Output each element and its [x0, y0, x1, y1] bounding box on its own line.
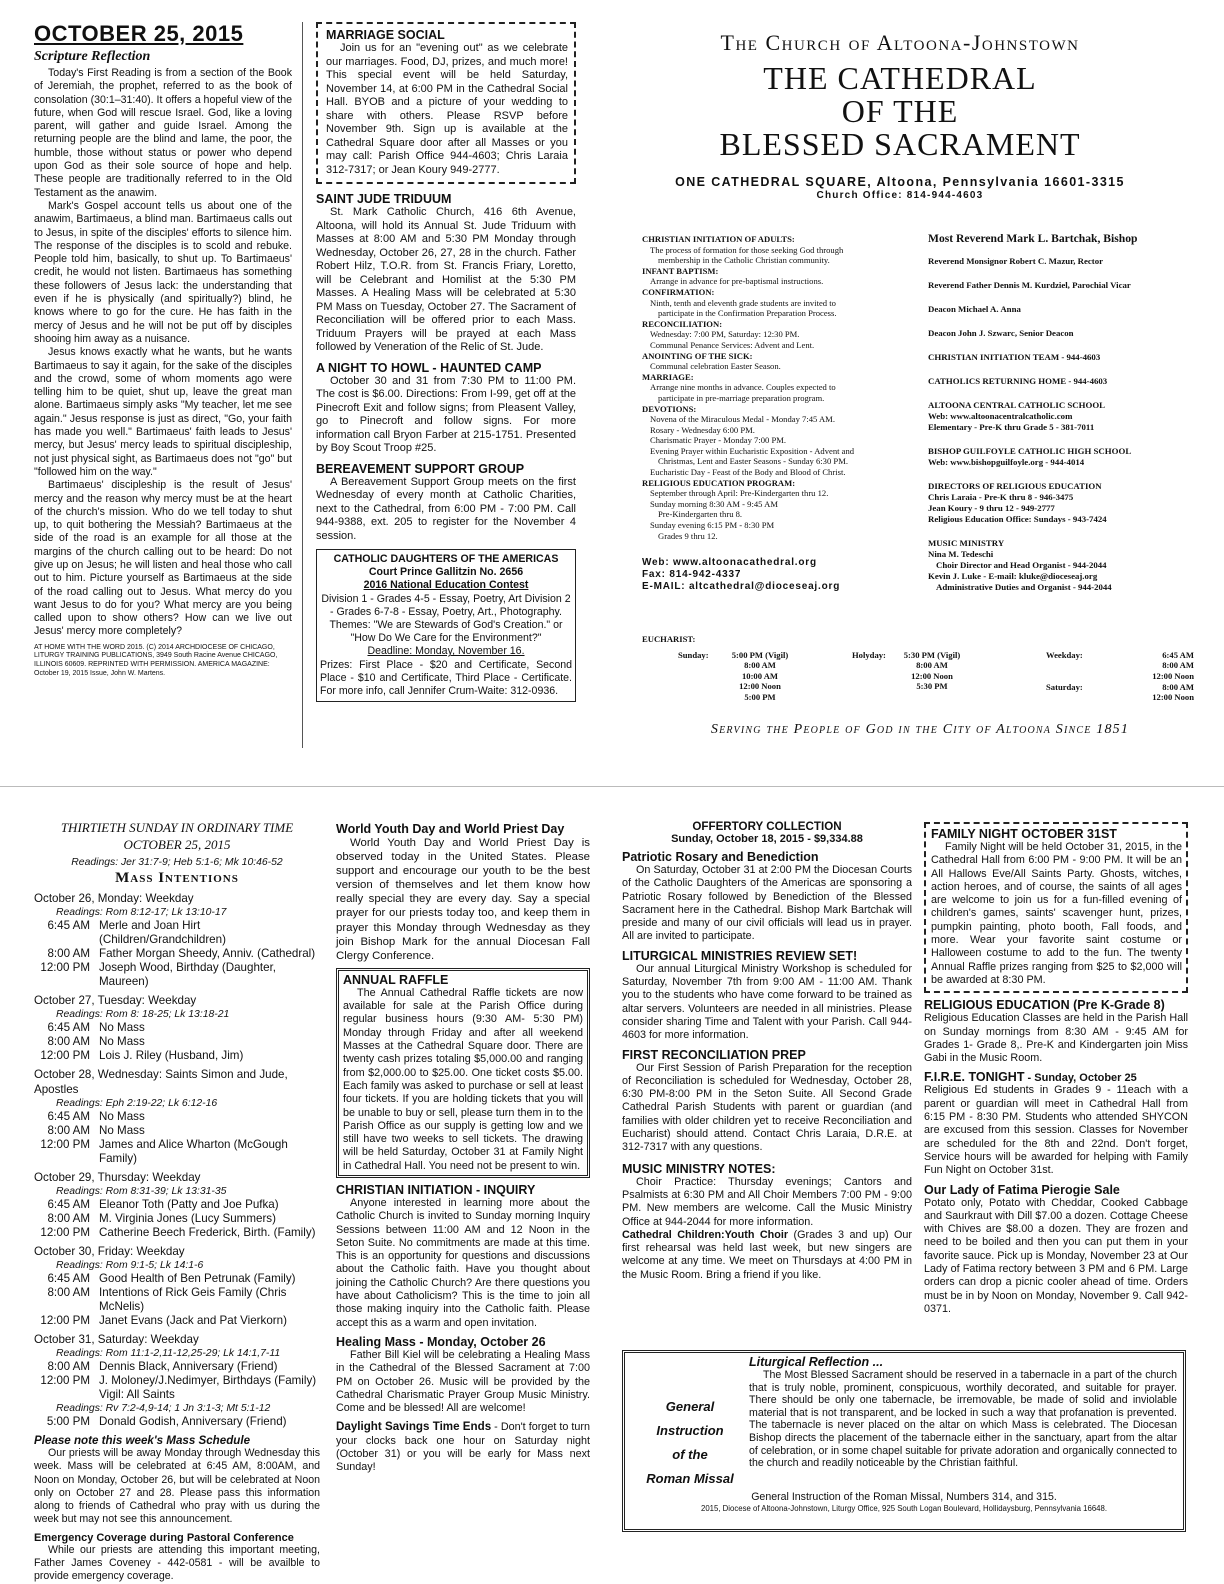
pierogie-body: Potato only, Potato with Cheddar, Cooked Cabbage and Saurkraut with Dill $7.00 a dozen. Cottage Cheese with Chives are $8.00 a dozen. They are frozen and need to be boiled and then you can put them in your favorite sauce. Pick up is Monday, November 23 at Our Lady of Fatima rectory between 3 PM and 6 PM. Large orders can drop a picnic cooler ahead of time. Orders must be in by Noon on Monday, November 9. Call 942-0371. [924, 1196, 1188, 1315]
dre-line: Chris Laraia - Pre-K thru 8 - 946-3475 [928, 492, 1074, 502]
issue-date: OCTOBER 25, 2015 [34, 21, 244, 46]
liturgical-reflection-box [622, 1350, 1186, 1532]
motto: Serving the People of God in the City of Altoona Since 1851 [710, 722, 1130, 737]
family-night-body: Family Night will be held October 31, 2015, in the Cathedral Hall from 6:00 PM - 9:00 PM. It will be an All Hallows Eve/All Saints Party. Ghosts, witches, action heroes, and of course, the saints of all ages are welcome to join us for a fun-filled evening of children's games, saints' scavenger hunt, prizes, pumpkin painting, photo booth, Fall foods, and more. Wear your favorite saint costume or Halloween costume to add to the fun. The twenty Annual Raffle prizes ranging from $25 to $2,000 will be awarded at 8:30 PM. [931, 841, 1182, 986]
wyd-title: World Youth Day and World Priest Day [336, 822, 565, 836]
mass-time: 12:00 PM [40, 1374, 90, 1387]
intention-row [34, 1198, 320, 1212]
school-line: Web: www.bishopguilfoyle.org - 944-4014 [928, 457, 1085, 467]
raffle-body: The Annual Cathedral Raffle tickets are now available for sale at the Parish Office during regular business hours (9:30 AM- 5:30 PM) Monday through Friday and after all weekend Masses at the Cathedral Square door. There are twenty cash prizes totaling $5,000.00 and ranging from $2,000.00 to $25.00. One ticket costs $5.00. Each family was asked to purchase or sell at least four tickets. If you are holding tickets that you will be unable to buy or sell, please turn them in to the Parish Office as our supply is getting low and we still have two weeks to sell tickets. The drawing will be held Saturday, October 31 at Family Night in Cathedral Hall. You need not be present to win. [343, 986, 583, 1172]
announcements-column-2 [336, 822, 590, 1475]
healing-mass-title: Healing Mass - Monday, October 26 [336, 1334, 546, 1349]
music-line: MUSIC MINISTRY [928, 538, 1005, 548]
intention-day: October 29, Thursday: Weekday [34, 1171, 201, 1184]
staff-line: Deacon John J. Szwarc, Senior Deacon [928, 328, 1074, 338]
directory-line: September through April: Pre-Kindergarten thru 12. [650, 488, 829, 499]
intention: No Mass [99, 1124, 145, 1137]
saint-jude-title: SAINT JUDE TRIDUUM [316, 192, 452, 206]
mass-time: 12:00 PM [40, 961, 90, 974]
mass-time: 12:00 PM [40, 1226, 90, 1239]
time: 12:00 Noon [1152, 692, 1194, 703]
dst-body: - Don't forget to turn your clocks back one hour on Saturday night (October 31) or you will be early for Mass next Sunday! [336, 1421, 590, 1474]
dre-line: Jean Koury - 9 thru 12 - 949-2777 [928, 503, 1055, 513]
liturgical-citation: General Instruction of the Roman Missal, Numbers 314, and 315. [751, 1491, 1057, 1503]
liturgical-reflection-body: The Most Blessed Sacrament should be reserved in a tabernacle in a part of the church that is truly noble, prominent, conspicuous, worthily decorated, and suitable for prayer. There should be only one tabernacle, be irremovable, be made of solid and inviolable material that is not transparent, and be locked in such a way that profanation is prevented. The tabernacle is never placed on the altar on which Mass is celebrated. The Diocesan Bishop directs the placement of the tabernacle either in the sanctuary, apart from the altar of celebration, or in some chapel suitable for private adoration and organically connected to the church and readily noticeable by the Christian faithful. [749, 1369, 1177, 1470]
directory-line: Grades 9 thru 12. [658, 530, 718, 541]
intention: Joseph Wood, Birthday (Daughter, Maureen) [99, 961, 277, 988]
dst-notice [336, 1420, 590, 1474]
inquiry-body: Anyone interested in learning more about the Catholic Church is invited to Sunday morning Inquiry Sessions between 11:00 AM and 12 Noon in the Seton Suite. No commitments are made at this time. This is an opportunity for questions and discussions about the Catholic faith. Have you thought about joining the Catholic Church? Are there questions you have about Catholicism? This is the time to join all those making inquiry into the Catholic faith. Please accept this as a warm and open invitation. [336, 1197, 590, 1329]
marriage-social-body: Join us for an "evening out" as we celebrate our marriages. Food, DJ, prizes, and much more! This special event will be held Saturday, November 14, at 6:00 PM in the Cathedral Social Hall. BYOB and a picture of your wedding to share with others. Please RSVP before November 9th. Sign up is available at the Cathedral Square door after all Masses or you may call: Parish Office 944-4603; Chris Laraia 312-7317; or Jean Koury 949-2777. [326, 42, 568, 176]
side-line: Roman Missal [646, 1471, 734, 1486]
haunted-camp-title: A NIGHT TO HOWL - HAUNTED CAMP [316, 360, 542, 375]
column-divider [302, 22, 303, 748]
sunday-readings: Readings: Jer 31:7-9; Heb 5:1-6; Mk 10:46-52 [71, 857, 283, 868]
intention-row [34, 1226, 320, 1240]
intention: Vigil: All Saints [99, 1388, 175, 1401]
mass-time: 6:45 AM [47, 1021, 90, 1034]
intention: Good Health of Ben Petrunak (Family) [99, 1272, 296, 1285]
catholic-daughters-box [316, 549, 576, 702]
rosary-body: On Saturday, October 31 at 2:00 PM the Diocesan Courts of the Catholic Daughters of the Americas are sponsoring a Patriotic Rosary followed by Benediction of the Blessed Sacrament here in the Cathedral. Bishop Mark Bartchak will preside and many of our civil officials will lead us in prayer. All are invited to participate. [622, 864, 912, 943]
address: ONE CATHEDRAL SQUARE, Altoona, Pennsylvania 16601-3315 [675, 175, 1125, 189]
raffle-box [336, 968, 590, 1178]
time: 12:00 Noon [1152, 670, 1194, 681]
rosary-title: Patriotic Rosary and Benediction [622, 850, 819, 864]
staff-line: CATHOLICS RETURNING HOME - 944-4603 [928, 376, 1108, 386]
diocese-name: The Church of Altoona-Johnstown [720, 30, 1080, 55]
title-line: THE CATHEDRAL [763, 60, 1037, 96]
saturday-times [1090, 682, 1194, 703]
mass-time: 12:00 PM [40, 1138, 90, 1151]
holyday-label: Holyday: [852, 649, 886, 660]
holyday-times [892, 650, 972, 692]
intention: No Mass [99, 1035, 145, 1048]
time: 5:00 PM (Vigil) [731, 649, 789, 660]
intention: No Mass [99, 1021, 145, 1034]
intention: Father Morgan Sheedy, Anniv. (Cathedral) [99, 947, 316, 960]
dst-title: Daylight Savings Time Ends [336, 1420, 492, 1434]
time: 8:00 AM [1162, 681, 1194, 692]
bishop-name: Most Reverend Mark L. Bartchak, Bishop [928, 232, 1138, 245]
directory-line: participate in pre-marriage preparation program. [658, 392, 825, 403]
cda-contest: 2016 National Education Contest [363, 579, 529, 592]
directory-line: The process of formation for those seeking God through [650, 244, 844, 255]
directory-line: Ninth, tenth and eleventh grade students are invited to [650, 297, 836, 308]
intention-day: October 27, Tuesday: Weekday [34, 994, 197, 1007]
sunday-label: Sunday: [678, 649, 709, 660]
directory-heading: MARRIAGE: [642, 371, 694, 382]
dre-line: DIRECTORS OF RELIGIOUS EDUCATION [928, 481, 1102, 491]
fire-title: F.I.R.E. TONIGHT [924, 1070, 1025, 1085]
directory-line: membership in the Catholic Christian community. [658, 255, 830, 266]
directory-line: Novena of the Miraculous Medal - Monday 7:45 AM. [650, 414, 835, 425]
pierogie-title: Our Lady of Fatima Pierogie Sale [924, 1182, 1120, 1197]
directory-line: Sunday evening 6:15 PM - 8:30 PM [650, 520, 775, 531]
lmr-title: LITURGICAL MINISTRIES REVIEW SET! [622, 948, 858, 963]
haunted-camp-body: October 30 and 31 from 7:30 PM to 11:00 PM. The cost is $6.00. Directions: From I-99, get off at the Pinecroft Exit and follow signs; from Pleasent Valley, go to Pinecroft and follow signs. For more information call Bryon Farber at 215-1751. Presented by Boy Scout Troop #25. [316, 374, 576, 454]
day-readings: Readings: Rom 8:12-17; Lk 13:10-17 [56, 907, 227, 918]
intention-row [34, 919, 320, 947]
intention: Catherine Beech Frederick, Birth. (Family) [99, 1226, 316, 1239]
intention: Merle and Joan Hirt (Children/Grandchildren) [99, 919, 226, 946]
directory-line: Sunday morning 8:30 AM - 9:45 AM [650, 498, 778, 509]
intention: Dennis Black, Anniversary (Friend) [99, 1360, 278, 1373]
day-readings: Readings: Rom 8:31-39; Lk 13:31-35 [56, 1186, 227, 1197]
time: 10:00 AM [741, 670, 779, 681]
reconciliation-prep-body: Our First Session of Parish Preparation for the reception of Reconciliation is scheduled for Wednesday, October 28, 6:30 PM-8:00 PM in the Seton Suite. All Second Grade Cathedral Parish Students with parent or guardian (and families with older children yet to receive Reconciliation and Eucharist) should attend. Contact Chris Laraia, D.R.E. at 312-7317 with any questions. [622, 1061, 912, 1154]
intention-day: October 30, Friday: Weekday [34, 1245, 185, 1258]
mass-time: 6:45 AM [47, 1198, 90, 1211]
music-notes-title: MUSIC MINISTRY NOTES: [622, 1161, 776, 1176]
music-line: Choir Director and Head Organist - 944-2044 [936, 560, 1107, 570]
family-night-title: FAMILY NIGHT OCTOBER 31ST [931, 827, 1117, 841]
mass-intentions-column [34, 820, 320, 1584]
title-line: OF THE [841, 93, 959, 129]
intention-row [34, 1415, 320, 1429]
inquiry-title: CHRISTIAN INITIATION - INQUIRY [336, 1183, 536, 1197]
directory-line: Arrange nine months in advance. Couples expected to [650, 382, 836, 393]
religious-ed-body: Religious Education Classes are held in the Parish Hall on Sunday mornings from 8:30 AM - 9:45 AM for Grades 1- Grade 8,. Pre-K and Kindergarten join Miss Gabi in the Music Room. [924, 1012, 1188, 1065]
mass-intentions-heading: Mass Intentions [115, 870, 239, 886]
intention-row [34, 1124, 320, 1138]
day-readings: Readings: Rom 9:1-5; Lk 14:1-6 [56, 1260, 204, 1271]
offertory-title: OFFERTORY COLLECTION [692, 820, 842, 833]
eucharist-label: EUCHARIST: [642, 634, 696, 644]
liturgical-credit: 2015, Diocese of Altoona-Johnstown, Liturgy Office, 925 South Logan Boulevard, Hollidaysburg, Pennsylvania 16648. [701, 1504, 1107, 1513]
liturgical-side-label [631, 1369, 749, 1491]
family-night-box [924, 822, 1188, 993]
bereavement-title: BEREAVEMENT SUPPORT GROUP [316, 461, 525, 476]
intention-row [34, 1212, 320, 1226]
intention-row [34, 1035, 320, 1049]
time: 5:30 PM (Vigil) [903, 649, 961, 660]
directory-heading: CONFIRMATION: [642, 286, 715, 297]
raffle-title: ANNUAL RAFFLE [343, 972, 449, 987]
time: 8:00 AM [744, 660, 776, 671]
youth-choir-note [622, 1229, 912, 1282]
staff-line: Deacon Michael A. Anna [928, 304, 1021, 314]
liturgical-reflection-title: Liturgical Reflection ... [749, 1355, 884, 1369]
vigil-readings: Readings: Rv 7:2-4,9-14; 1 Jn 3:1-3; Mt 5:1-12 [56, 1403, 271, 1414]
intention-row [34, 1110, 320, 1124]
saint-jude-body: St. Mark Catholic Church, 416 6th Avenue, Altoona, will hold its Annual St. Jude Triduum with Masses at 8:00 AM and 5:30 PM Monday through Wednesday, October 26, 27, 28 in the church. Father Robert Hilz, T.O.R. from St. Francis Friary, Loretto, will be Celebrant and Homilist at the 5:30 PM Masses. A Healing Mass will be celebrated at 5:30 PM Mass on Tuesday, October 27. The Sacrament of Reconciliation will be offered prior to each Mass. Triduum Prayers will be prayed at each Mass followed by Veneration of the Relic of St. Jude. [316, 206, 576, 353]
announcements-column-4 [924, 822, 1188, 1316]
saturday-label: Saturday: [1046, 681, 1083, 692]
fire-body: Religious Ed students in Grades 9 - 11each with a parent or guardian will meet in Cathedral Hall from 6:15 PM - 8:30 PM. Students who attended SHYCON are excused from this session. Classes for November are scheduled for the 8th and 22nd. Don't forget, Service hours will be awarded for helping with Family Fun Night on October 31st. [924, 1084, 1188, 1177]
staff-line: Reverend Father Dennis M. Kurdziel, Parochial Vicar [928, 280, 1131, 290]
liturgical-date: OCTOBER 25, 2015 [123, 837, 231, 852]
mass-time [34, 1388, 99, 1402]
intention: Eleanor Toth (Patty and Joe Pufka) [99, 1198, 279, 1211]
intention-row [34, 1272, 320, 1286]
intention: Intentions of Rick Geis Family (Chris McNelis) [99, 1286, 287, 1313]
side-line: General [665, 1399, 715, 1414]
mass-time: 12:00 PM [40, 1049, 90, 1062]
school-line: Web: www.altoonacentralcatholic.com [928, 411, 1073, 421]
reflection-credit: AT HOME WITH THE WORD 2015. (C) 2014 ARCHDIOCESE OF CHICAGO, LITURGY TRAINING PUBLICATIONS, 3949 South Racine Avenue CHICAGO, ILLINOIS 60609. REPRINTED WITH PERMISSION. AMERICA MAGAZINE: October 19, 2015 Issue, John W. Martens. [34, 643, 278, 677]
fax-number: Fax: 814-942-4337 [642, 569, 742, 581]
intention-row [34, 1138, 320, 1166]
wyd-body: World Youth Day and World Priest Day is observed today in the United States. Please support and encourage our youth to be the best version of themselves and let them know how really special they are every day. Say a special prayer for our priests today too, and keep them in prayer this Monday through Wednesday as they join Bishop Mark for the annual Diocesan Fall Clergy Conference. [336, 837, 590, 962]
intention: James and Alice Wharton (McGough Family) [99, 1138, 288, 1165]
directory-heading: DEVOTIONS: [642, 403, 697, 414]
directory-line: Evening Prayer within Eucharistic Exposition - Advent and [650, 445, 855, 456]
cda-deadline: Deadline: Monday, November 16. [367, 645, 525, 658]
time: 12:00 Noon [739, 681, 781, 692]
section-title: Scripture Reflection [34, 49, 151, 64]
marriage-social-box [316, 22, 576, 184]
directory-line: Communal celebration Easter Season. [650, 361, 781, 372]
music-line: Kevin J. Luke - E-mail: kluke@dioceseaj.org [928, 571, 1098, 581]
school-line: Elementary - Pre-K thru Grade 5 - 381-7011 [928, 422, 1095, 432]
directory-line: Communal Penance Services: Advent and Lent. [650, 339, 815, 350]
music-line: Administrative Duties and Organist - 944-2044 [936, 582, 1112, 592]
youth-choir-label: Cathedral Children:Youth Choir [622, 1228, 789, 1241]
mass-time: 8:00 AM [47, 1360, 90, 1373]
bereavement-body: A Bereavement Support Group meets on the first Wednesday of every month at Catholic Charities, next to the Cathedral, from 6:00 PM - 7:00 PM. Call 944-9388, ext. 205 to register for the November 4 session. [316, 475, 576, 542]
mass-time: 8:00 AM [47, 1212, 90, 1225]
mass-time: 8:00 AM [47, 1286, 90, 1299]
reflection-paragraph: Today's First Reading is from a section of the Book of Jeremiah, the prophet, referred to as the book of consolation (30:1–31:40). It offers a hopeful view of the future, when God will rescue Israel. God, like a loving parent, will gather and guide Israel. Among the returning people are the blind and lame, the poor, the humble, those without status or power who depend upon God as their sole source of hope and help. These people are traditionally referred to in the Old Testament as the anawim. [34, 67, 292, 199]
offertory-amount: Sunday, October 18, 2015 - $9,334.88 [671, 833, 863, 845]
mass-time: 6:45 AM [47, 919, 90, 932]
dre-line: Religious Education Office: Sundays - 943-7424 [928, 514, 1107, 524]
weekday-label: Weekday: [1046, 649, 1083, 660]
day-readings: Readings: Eph 2:19-22; Lk 6:12-16 [56, 1098, 218, 1109]
sacraments-directory [642, 234, 917, 593]
cda-body: Division 1 - Grades 4-5 - Essay, Poetry, Art Division 2 - Grades 6-7-8 - Essay, Poetry, Art., Photography. Themes: "We are Stewards of God's Creation." or "How Do We Care for the Environment?" [321, 592, 571, 645]
emergency-title: Emergency Coverage during Pastoral Conference [34, 1531, 294, 1544]
directory-line: Rosary - Wednesday 6:00 PM. [650, 424, 755, 435]
staff-line: Reverend Monsignor Robert C. Mazur, Rector [928, 256, 1104, 266]
day-readings: Readings: Rom 8: 18-25; Lk 13:18-21 [56, 1009, 230, 1020]
liturgical-day: THIRTIETH SUNDAY IN ORDINARY TIME [60, 820, 294, 835]
healing-mass-body: Father Bill Kiel will be celebrating a Healing Mass in the Cathedral of the Blessed Sacrament at 7:00 PM on October 26. Music will be provided by the Cathedral Charismatic Prayer Group Music Ministry. Come and be blessed! All are welcome! [336, 1348, 590, 1415]
email-address: E-MAIL: altcathedral@dioceseaj.org [642, 581, 841, 593]
reflection-paragraph: Jesus knows exactly what he wants, but he wants Bartimaeus to say it again, for the sake of the disciples and the crowd, some of whom moments ago were telling him to be quiet, shut up, leave the great man alone. Bartimaeus simply asks "My teacher, let me see again." Jesus response is just as direct, "Go, your faith has made you well." Bartimaeus' faith leads to Jesus' mercy, but Jesus' mercy leads to spiritual discipleship, not just physical sight, as Bartimaeus does not "go" but "followed him on the way." [34, 346, 292, 478]
emergency-body: While our priests are attending this important meeting, Father James Coveney - 442-0581 - will be availble to provide emergency coverage. [34, 1543, 320, 1583]
time: 8:00 AM [1162, 660, 1194, 671]
mass-time: 8:00 AM [47, 1124, 90, 1137]
directory-line: Christmas, Lent and Easter Seasons - Sunday 6:30 PM. [658, 456, 848, 467]
intention-row [34, 1388, 320, 1402]
day-readings: Readings: Rom 11:1-2,11-12,25-29; Lk 14:1,7-11 [56, 1348, 281, 1359]
staff-line: CHRISTIAN INITIATION TEAM - 944-4603 [928, 352, 1101, 362]
time: 6:45 AM [1162, 649, 1194, 660]
intention-row [34, 1314, 320, 1328]
directory-heading: RECONCILIATION: [642, 318, 723, 329]
time: 5:30 PM [916, 681, 948, 692]
schedule-note-body: Our priests will be away Monday through Wednesday this week. Mass will be celebrated at 6:45 AM, 8:00AM, and Noon on Monday, October 26, but will be celebrated at Noon only on October 27 and 28. Please pass this information along to friends of Cathedral who pray with us during the week but may not see this announcement. [34, 1447, 320, 1526]
school-line: BISHOP GUILFOYLE CATHOLIC HIGH SCHOOL [928, 446, 1132, 456]
reflection-paragraph: Mark's Gospel account tells us about one of the anawim, Bartimaeus, a blind man. Bartimaeus calls out to Jesus, in spite of the disciples' efforts to silence him. The response of the disciples is to scold and rebuke. People told him, basically, to shut up. To Bartimaeus' credit, he would not listen. Bartimaeus has something these followers of Jesus lack: the understanding that even if he is physically (and spiritually?) blind, he knows where to go for the cure. He has faith in the mercy of Jesus and he will not be put off by disciples shooing him away as a nuisance. [34, 199, 292, 345]
intention: Janet Evans (Jack and Pat Vierkorn) [99, 1314, 287, 1327]
page-divider [0, 786, 1224, 787]
intention-row [34, 947, 320, 961]
reflection-paragraph: Bartimaeus' discipleship is the result of Jesus' mercy and the reason why mercy must be at the heart of the church's mission. Who do we tell today to shut up, to quit bothering the Messiah? Bartimaeus at the side of the road is an example for all those at the margins of the church calling out to be heard: Do not give up on Jesus; he will listen and heal those who call out to him. Picture yourself as Bartimaeus at the side of the road calling out to Jesus. What mercy do you want Jesus to do for you? What mercy are you being called upon to show others? How can we live out Jesus' mercy more completely? [34, 479, 292, 638]
religious-ed-title: RELIGIOUS EDUCATION (Pre K-Grade 8) [924, 998, 1165, 1013]
marriage-social-title: MARRIAGE SOCIAL [326, 28, 445, 42]
directory-heading: CHRISTIAN INITIATION OF ADULTS: [642, 234, 795, 244]
fire-date: - Sunday, October 25 [1024, 1072, 1137, 1085]
intention-row [34, 961, 320, 989]
intention-day: October 28, Wednesday: Saints Simon and Jude, Apostles [34, 1068, 288, 1096]
mass-time: 8:00 AM [47, 1035, 90, 1048]
intention-day: October 31, Saturday: Weekday [34, 1333, 199, 1346]
intention: M. Virginia Jones (Lucy Summers) [99, 1212, 276, 1225]
lmr-body: Our annual Liturgical Ministry Workshop is scheduled for Saturday, November 7th from 9:00 AM - 11:00 AM. Thank you to the students who have come forward to be trained as altar servers. Volunteers are needed in all ministries. Please consider sharing Time and Talent with your Parish. Call 944-4603 for more information. [622, 962, 912, 1042]
music-line: Nina M. Tedeschi [928, 549, 994, 559]
intention-row [34, 1360, 320, 1374]
intention-day: October 26, Monday: Weekday [34, 892, 194, 905]
reconciliation-prep-title: FIRST RECONCILIATION PREP [622, 1047, 806, 1062]
music-notes-body: Choir Practice: Thursday evenings; Cantors and Psalmists at 6:30 PM and All Choir Members 7:00 PM - 9:00 PM. New members are welcome. Call the Music Ministry Office at 944-2044 for more information. [622, 1175, 912, 1228]
directory-line: Charismatic Prayer - Monday 7:00 PM. [650, 435, 787, 446]
directory-line: Eucharistic Day - Feast of the Body and Blood of Christ. [650, 467, 846, 478]
time: 8:00 AM [916, 660, 948, 671]
intention: Donald Godish, Anniversary (Friend) [99, 1415, 287, 1428]
youth-choir-body: (Grades 3 and up) Our first rehearsal was held last week, but new singers are welcome at any time. We meet on Thursdays at 4:00 PM in the Music Room. Bring a friend if you like. [622, 1228, 912, 1281]
masthead [600, 30, 1200, 201]
directory-line: Arrange in advance for pre-baptismal instructions. [650, 276, 824, 287]
staff-directory [928, 232, 1198, 593]
time: 12:00 Noon [911, 670, 953, 681]
fire-heading [924, 1070, 1188, 1084]
school-line: ALTOONA CENTRAL CATHOLIC SCHOOL [928, 400, 1106, 410]
directory-line: Wednesday: 7:00 PM, Saturday: 12:30 PM. [650, 329, 800, 340]
mass-time: 12:00 PM [40, 1314, 90, 1327]
schedule-note-title: Please note this week's Mass Schedule [34, 1434, 251, 1447]
cda-prizes: Prizes: First Place - $20 and Certificate, Second Place - $10 and Certificate, Third Place - Certificate. For more info, call Jennifer Crum-Waite: 312-0936. [320, 658, 572, 698]
scripture-column [34, 22, 292, 678]
intention-row [34, 1286, 320, 1314]
intention-row [34, 1021, 320, 1035]
sunday-times [720, 650, 800, 703]
intention: Lois J. Riley (Husband, Jim) [99, 1049, 244, 1062]
directory-heading: ANOINTING OF THE SICK: [642, 350, 753, 361]
title-line: BLESSED SACRAMENT [719, 126, 1081, 162]
side-line: Instruction [656, 1423, 724, 1438]
intention: No Mass [99, 1110, 145, 1123]
intention: J. Moloney/J.Nedimyer, Birthdays (Family) [99, 1374, 317, 1387]
time: 5:00 PM [744, 691, 776, 702]
side-line: of the [672, 1447, 708, 1462]
intention-row [34, 1049, 320, 1063]
eucharist-schedule [642, 634, 1198, 718]
intention-row [34, 1374, 320, 1388]
announcements-column-3 [622, 820, 912, 1282]
mass-time: 6:45 AM [47, 1110, 90, 1123]
directory-line: Pre-Kindergarten thru 8. [658, 509, 743, 520]
cda-court: Court Prince Gallitzin No. 2656 [368, 566, 524, 579]
office-phone: Church Office: 814-944-4603 [816, 190, 984, 201]
directory-line: participate in the Confirmation Preparation Process. [658, 308, 837, 319]
web-address: Web: www.altoonacathedral.org [642, 557, 817, 569]
cathedral-title [600, 62, 1200, 161]
directory-heading: RELIGIOUS EDUCATION PROGRAM: [642, 477, 796, 488]
mass-time: 6:45 AM [47, 1272, 90, 1285]
directory-heading: INFANT BAPTISM: [642, 265, 719, 276]
events-column [316, 22, 576, 702]
cda-title: CATHOLIC DAUGHTERS OF THE AMERICAS [333, 553, 559, 565]
mass-time: 8:00 AM [47, 947, 90, 960]
weekday-times [1090, 650, 1194, 682]
mass-time: 5:00 PM [46, 1415, 90, 1428]
